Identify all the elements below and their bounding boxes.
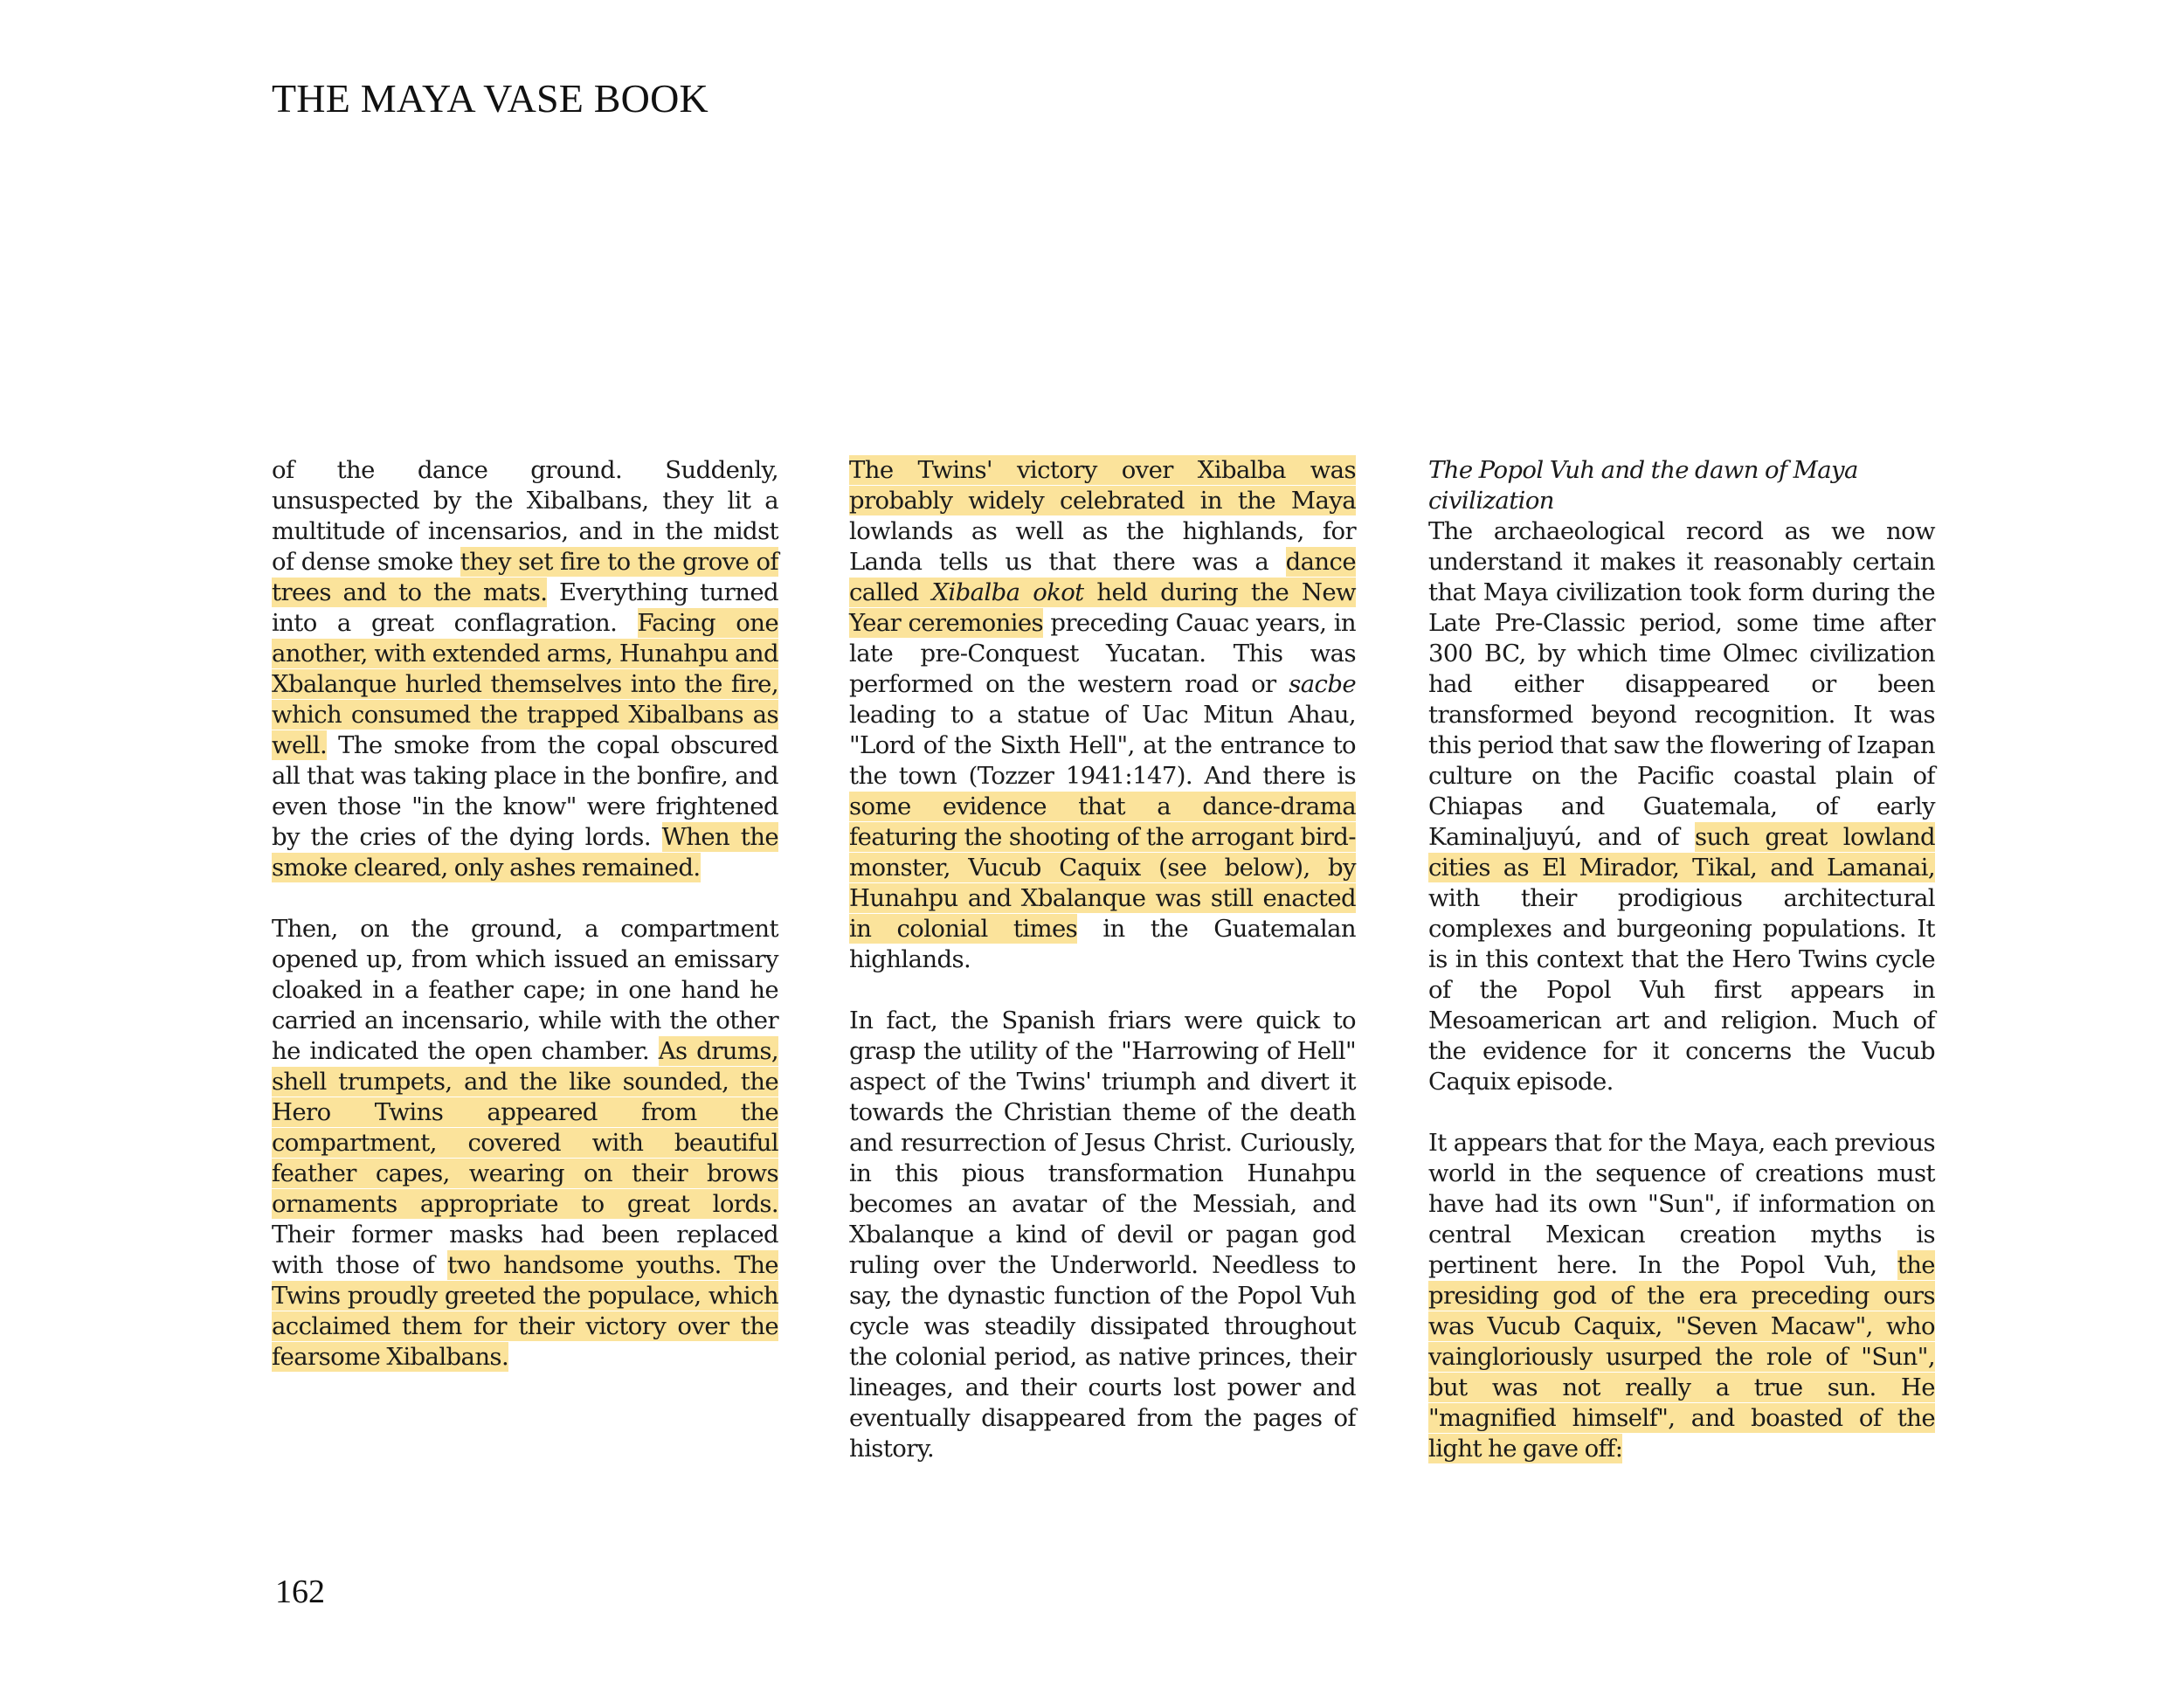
paragraph: Then, on the ground, a compartment opened up, from which issued an emissary cloaked in a feather cape; in one hand he carried an incensario, while with the other he indicated the open chamber. As drums, shell trumpets, and the like sounded, the Hero Twins appeared from the compartment, covered with beautiful feather capes, wearing on their brows ornaments appropriate to great lords. Their former masks had been replaced with those of two handsome youths. The Twins proudly greeted the populace, which acclaimed them for their victory over the fearsome Xibalbans. <box>272 915 778 1371</box>
highlighted-text: Facing one another, with extended arms, Hunahpu and Xbalanque hurled themselves into the fire, which consumed the trapped Xibalbans as well. <box>272 609 779 759</box>
highlighted-text: the presiding god of the era preceding ours was Vucub Caquix, "Seven Macaw", who vaingloriously usurped the role of "Sun", but was not really a true sun. He "magnified himself", and boasted of the light he gave off: <box>1428 1251 1935 1463</box>
highlighted-text: they set fire to the grove of trees and to the mats. <box>272 548 778 606</box>
italic-text: sacbe <box>1289 670 1356 698</box>
highlighted-text: As drums, shell trumpets, and the like sounded, the Hero Twins appeared from the compartment, covered with beautiful feather capes, wearing on their brows ornaments appropriate to great lords. <box>272 1037 778 1218</box>
highlighted-text: The Twins' victory over Xibalba was probably widely celebrated in the Maya <box>849 456 1356 515</box>
highlighted-text: When the smoke cleared, only ashes remained. <box>272 823 778 882</box>
highlighted-text: some evidence that a dance-drama featuring the shooting of the arrogant bird-monster, Vucub Caquix (see below), by Hunahpu and Xbalanque was still enacted in colonial times <box>849 792 1356 943</box>
page-number: 162 <box>275 1574 325 1610</box>
paragraph: The Twins' victory over Xibalba was probably widely celebrated in the Maya lowlands as well as the highlands, for Landa tells us that there was a dance called Xibalba okot held during the New Year ceremonies preceding Cauac years, in late pre-Conquest Yucatan. This was performed on the western road or sacbe leading to a statue of Uac Mitun Ahau, "Lord of the Sixth Hell", at the entrance to the town (Tozzer 1941:147). And there is some evidence that a dance-drama featuring the shooting of the arrogant bird-monster, Vucub Caquix (see below), by Hunahpu and Xbalanque was still enacted in colonial times in the Guatemalan highlands. <box>849 456 1357 973</box>
text-column-1 <box>272 455 778 1373</box>
paragraph: It appears that for the Maya, each previous world in the sequence of creations must have had its own "Sun", if information on central Mexican creation myths is pertinent here. In the Popol Vuh, the presiding god of the era preceding ours was Vucub Caquix, "Seven Macaw", who vaingloriously usurped the role of "Sun", but was not really a true sun. He "magnified himself", and boasted of the light he gave off: <box>1428 1129 1935 1463</box>
paragraph: The archaeological record as we now understand it makes it reasonably certain that Maya civilization took form during the Late Pre-Classic period, some time after 300 BC, by which time Olmec civilization had either disappeared or been transformed beyond recognition. It was this period that saw the flowering of Izapan culture on the Pacific coastal plain of Chiapas and Guatemala, of early Kaminaljuyú, and of such great lowland cities as El Mirador, Tikal, and Lamanai, with their prodigious architectural complexes and burgeoning populations. It is in this context that the Hero Twins cycle of the Popol Vuh first appears in Mesoamerican art and religion. Much of the evidence for it concerns the Vucub Caquix episode. <box>1428 517 1935 1096</box>
running-head: THE MAYA VASE BOOK <box>272 76 708 121</box>
text-column-3 <box>1428 455 1935 1464</box>
section-heading: The Popol Vuh and the dawn of Maya civilization <box>1428 456 1858 515</box>
highlighted-text: two handsome youths. The Twins proudly greeted the populace, which acclaimed them for their victory over the fearsome Xibalbans. <box>272 1251 778 1371</box>
paragraph: of the dance ground. Suddenly, unsuspected by the Xibalbans, they lit a multitude of incensarios, and in the midst of dense smoke they set fire to the grove of trees and to the mats. Everything turned into a great conflagration. Facing one another, with extended arms, Hunahpu and Xbalanque hurled themselves into the fire, which consumed the trapped Xibalbans as well. The smoke from the copal obscured all that was taking place in the bonfire, and even those "in the know" were frightened by the cries of the dying lords. When the smoke cleared, only ashes remained. <box>272 456 779 882</box>
text-column-2 <box>849 455 1356 1464</box>
highlighted-text: dance called <box>849 548 1356 606</box>
paragraph: In fact, the Spanish friars were quick to grasp the utility of the "Harrowing of Hell" aspect of the Twins' triumph and divert it towards the Christian theme of the death and resurrection of Jesus Christ. Curiously, in this pious transformation Hunahpu becomes an avatar of the Messiah, and Xbalanque a kind of devil or pagan god ruling over the Underworld. Needless to say, the dynastic function of the Popol Vuh cycle was steadily dissipated throughout the colonial period, as native princes, their lineages, and their courts lost power and eventually disappeared from the pages of history. <box>849 1007 1356 1463</box>
highlighted-text: such great lowland cities as El Mirador, Tikal, and Lamanai, <box>1428 823 1935 882</box>
highlighted-text: held during the New Year ceremonies <box>849 578 1356 637</box>
highlighted-text: Xibalba okot <box>931 578 1084 606</box>
